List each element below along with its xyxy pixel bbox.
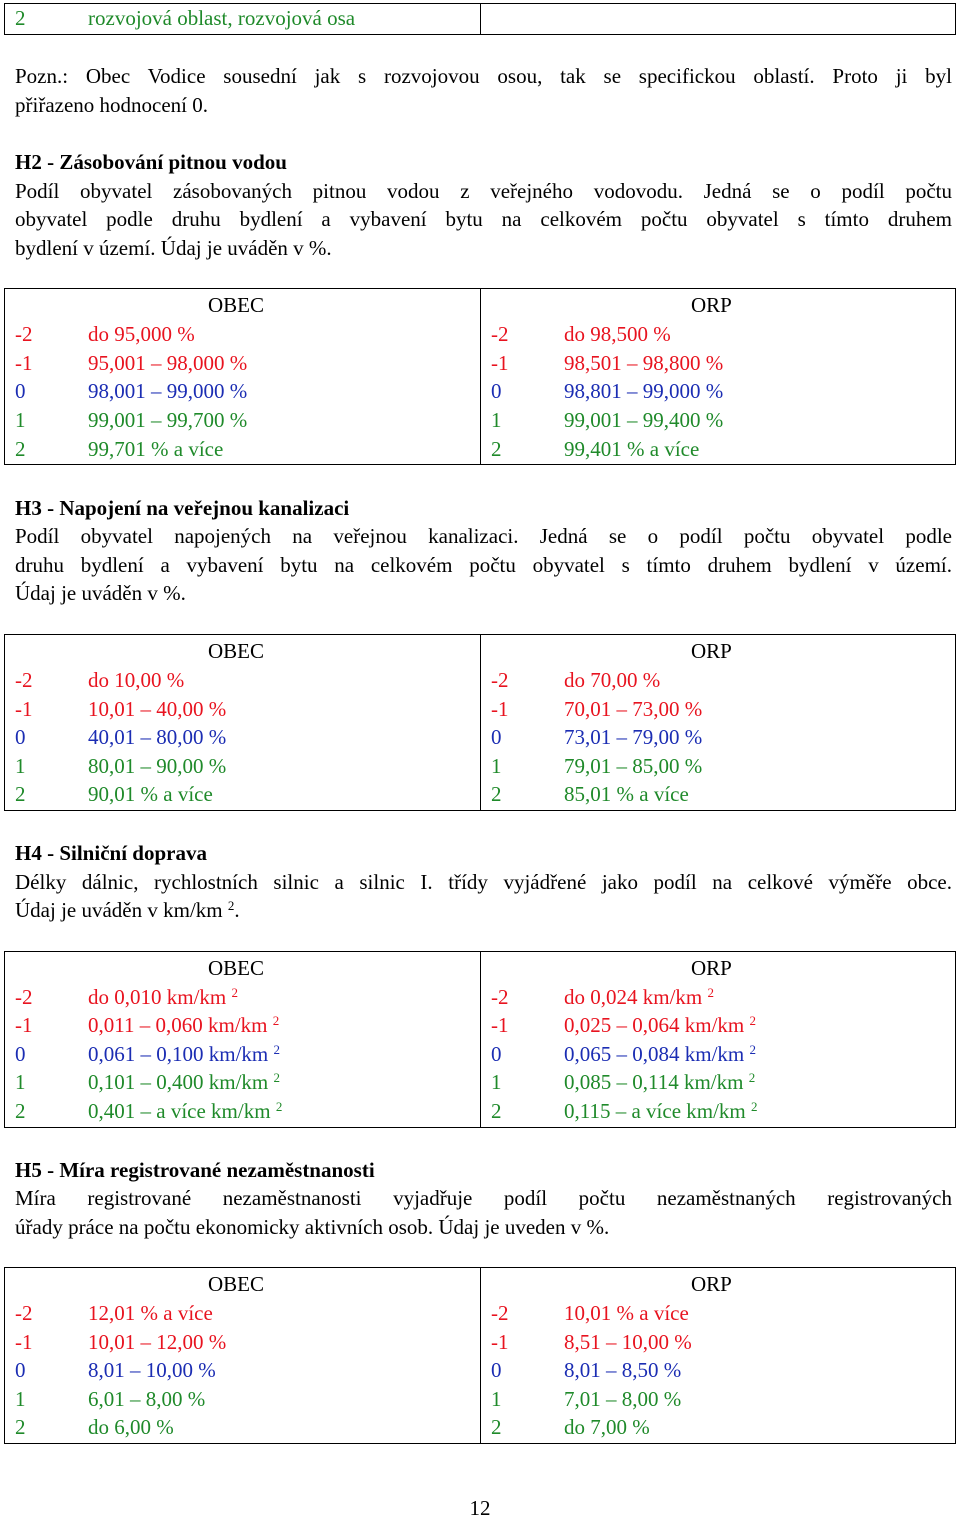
obec-score: -1 [15,697,33,721]
superscript: 2 [227,898,235,913]
section-desc-h2-1: Podíl obyvatel zásobovaných pitnou vodou z veřejného vodovodu. Jedná se o podíl počtu [15,179,952,203]
obec-range: 0,011 – 0,060 km/km [88,1013,268,1037]
obec-score: 1 [15,408,26,432]
orp-score: 1 [491,1070,502,1094]
orp-score: -1 [491,1013,509,1037]
obec-score: -2 [15,985,33,1009]
obec-score: 0 [15,379,26,403]
orp-range: 99,001 – 99,400 % [564,408,724,432]
section-desc-h5-1: Míra registrované nezaměstnanosti vyjadřuje podíl počtu nezaměstnaných registrovaných [15,1186,952,1210]
orp-header-h4: ORP [691,956,732,980]
orp-range: do 70,00 % [564,668,661,692]
superscript: 2 [749,1042,757,1057]
obec-score: -2 [15,1301,33,1325]
section-desc-h4-2-text: Údaj je uváděn v km/km [15,898,223,922]
obec-score: -1 [15,351,33,375]
obec-range: 90,01 % a více [88,782,213,806]
orp-score: -2 [491,1301,509,1325]
section-title-h5: H5 - Míra registrované nezaměstnanosti [15,1158,375,1182]
orp-score: 0 [491,1358,502,1382]
obec-range: 80,01 – 90,00 % [88,754,227,778]
obec-range: do 95,000 % [88,322,195,346]
page-number: 12 [469,1496,491,1520]
orp-range: 8,51 – 10,00 % [564,1330,692,1354]
section-desc-h2-3: bydlení v území. Údaj je uváděn v %. [15,236,332,260]
section-desc-h3-3: Údaj je uváděn v %. [15,581,186,605]
superscript: 2 [231,985,239,1000]
orp-range: 98,801 – 99,000 % [564,379,724,403]
orp-range: 73,01 – 79,00 % [564,725,703,749]
orp-score: 2 [491,782,502,806]
obec-score: 2 [15,1099,26,1123]
obec-header-h2: OBEC [208,293,265,317]
orp-range: 0,065 – 0,084 km/km [564,1042,745,1066]
orp-score: 2 [491,1415,502,1439]
section-title-h3: H3 - Napojení na veřejnou kanalizaci [15,496,350,520]
obec-score: 1 [15,754,26,778]
obec-range: 8,01 – 10,00 % [88,1358,216,1382]
orp-score: 0 [491,379,502,403]
orp-range: 85,01 % a více [564,782,689,806]
section-desc-h3-2: druhu bydlení a vybavení bytu na celkovém počtu obyvatel s tímto druhem bydlení v území. [15,553,952,577]
orp-range: 0,085 – 0,114 km/km [564,1070,744,1094]
orp-score: 1 [491,1387,502,1411]
orp-range: do 7,00 % [564,1415,650,1439]
orp-header-h3: ORP [691,639,732,663]
superscript: 2 [273,1042,281,1057]
orp-range: 8,01 – 8,50 % [564,1358,682,1382]
obec-range: 10,01 – 40,00 % [88,697,227,721]
section-desc-h4-2 [15,896,240,924]
section-desc-h4-1: Délky dálnic, rychlostních silnic a silnic I. třídy vyjádřené jako podíl na celkové výměře obce. [15,870,952,894]
orp-score: 1 [491,754,502,778]
orp-range: 0,115 – a více km/km [564,1099,746,1123]
orp-score: -2 [491,322,509,346]
orp-score: 2 [491,437,502,461]
superscript: 2 [751,1099,758,1114]
obec-score: -1 [15,1330,33,1354]
superscript: 2 [275,1099,283,1114]
obec-range: 12,01 % a více [88,1301,213,1325]
obec-range: 0,061 – 0,100 km/km [88,1042,269,1066]
obec-score: 0 [15,1042,26,1066]
note-line-2: přiřazeno hodnocení 0. [15,93,209,117]
superscript: 2 [272,1013,280,1028]
obec-score: -1 [15,1013,33,1037]
obec-range: 10,01 – 12,00 % [88,1330,227,1354]
top-score-label: rozvojová oblast, rozvojová osa [88,6,356,30]
orp-score: -2 [491,985,509,1009]
orp-range: 98,501 – 98,800 % [564,351,724,375]
orp-score: 1 [491,408,502,432]
obec-range: 98,001 – 99,000 % [88,379,248,403]
obec-score: 0 [15,725,26,749]
obec-score: 2 [15,437,26,461]
obec-range: 99,001 – 99,700 % [88,408,248,432]
orp-range: 10,01 % a více [564,1301,689,1325]
superscript: 2 [749,1013,757,1028]
obec-range: 99,701 % a více [88,437,224,461]
note-line-1: Pozn.: Obec Vodice sousední jak s rozvojovou osou, tak se specifickou oblastí. Proto ji byl [15,64,952,88]
obec-header-h4: OBEC [208,956,265,980]
superscript: 2 [748,1070,756,1085]
top-score-row-empty-cell [480,3,956,35]
obec-range: do 0,010 km/km [88,985,227,1009]
orp-score: -1 [491,351,509,375]
obec-header-h3: OBEC [208,639,265,663]
orp-header-h2: ORP [691,293,732,317]
obec-range: do 6,00 % [88,1415,174,1439]
orp-header-h5: ORP [691,1272,732,1296]
orp-score: 0 [491,725,502,749]
orp-score: 2 [491,1099,502,1123]
obec-range: 0,101 – 0,400 km/km [88,1070,269,1094]
orp-score: -2 [491,668,509,692]
orp-score: -1 [491,697,509,721]
section-desc-h2-2: obyvatel podle druhu bydlení a vybavení bytu na celkovém počtu obyvatel s tímto druhem [15,207,952,231]
orp-score: -1 [491,1330,509,1354]
section-desc-h4-2-tail: . [234,898,240,922]
section-title-h2: H2 - Zásobování pitnou vodou [15,150,287,174]
superscript: 2 [273,1070,281,1085]
obec-score: -2 [15,322,33,346]
section-desc-h5-2: úřady práce na počtu ekonomicky aktivních osob. Údaj je uveden v %. [15,1215,610,1239]
orp-range: 70,01 – 73,00 % [564,697,703,721]
obec-score: 2 [15,1415,26,1439]
orp-range: 79,01 – 85,00 % [564,754,703,778]
obec-score: 1 [15,1387,26,1411]
orp-range: 99,401 % a více [564,437,700,461]
orp-range: do 98,500 % [564,322,671,346]
obec-range: 95,001 – 98,000 % [88,351,248,375]
obec-header-h5: OBEC [208,1272,265,1296]
obec-range: 6,01 – 8,00 % [88,1387,206,1411]
top-score-value: 2 [15,6,26,30]
obec-score: 0 [15,1358,26,1382]
section-desc-h3-1: Podíl obyvatel napojených na veřejnou kanalizaci. Jedná se o podíl počtu obyvatel podle [15,524,952,548]
superscript: 2 [707,985,715,1000]
section-title-h4: H4 - Silniční doprava [15,841,207,865]
obec-score: 2 [15,782,26,806]
obec-range: do 10,00 % [88,668,185,692]
orp-score: 0 [491,1042,502,1066]
orp-range: do 0,024 km/km [564,985,703,1009]
orp-range: 0,025 – 0,064 km/km [564,1013,745,1037]
obec-range: 0,401 – a více km/km [88,1099,271,1123]
orp-range: 7,01 – 8,00 % [564,1387,682,1411]
obec-score: 1 [15,1070,26,1094]
obec-score: -2 [15,668,33,692]
obec-range: 40,01 – 80,00 % [88,725,227,749]
